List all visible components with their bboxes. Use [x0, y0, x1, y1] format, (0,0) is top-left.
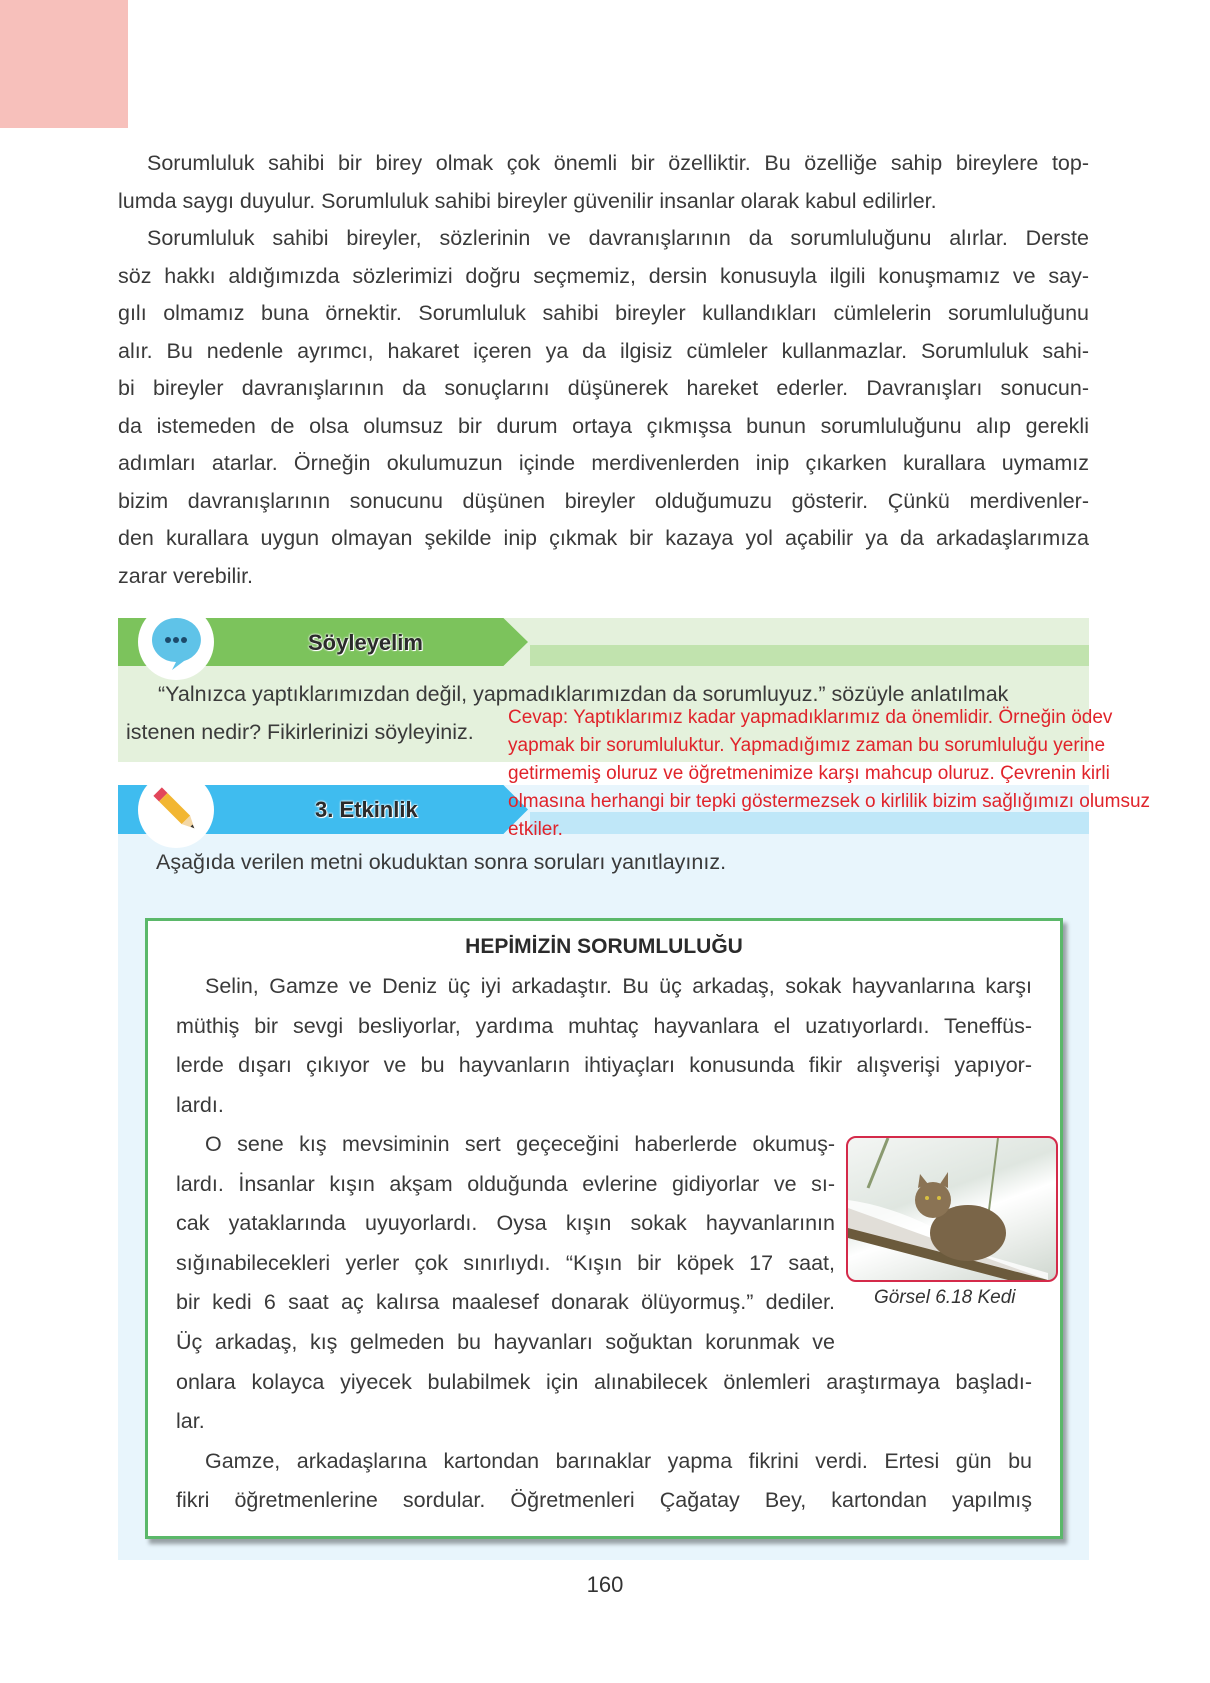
story-line: müthiş bir sevgi besliyorlar, yardıma muhtaç hayvanlara el uzatıyorlardı. Teneffüs- — [176, 1014, 1032, 1038]
text-line: zarar verebilir. — [118, 563, 254, 588]
soyleyelim-stripe — [530, 645, 1089, 666]
text-line: alır. Bu nedenle ayrımcı, hakaret içeren ya da ilgisiz cümleler kullanmazlar. Sorumluluk sahi- — [118, 338, 1089, 363]
story-line: Üç arkadaş, kış gelmeden bu hayvanları soğuktan korunmak ve — [176, 1330, 835, 1354]
story-line: fikri öğretmenlerine sordular. Öğretmenleri Çağatay Bey, kartondan yapılmış — [176, 1488, 1032, 1512]
etkinlik-instruction: Aşağıda verilen metni okuduktan sonra soruları yanıtlayınız. — [156, 850, 727, 874]
text-line: den kurallara uygun olmayan şekilde inip çıkmak bir kazaya yol açabilir ya da arkadaşlarımıza — [118, 526, 1089, 550]
cat-photo — [846, 1136, 1058, 1282]
text-line: gılı olmamız buna örnektir. Sorumluluk sahibi bireyler kullandıkları cümlelerin sorumluluğunu — [118, 301, 1089, 325]
text-line: Sorumluluk sahibi bireyler, sözlerinin ve davranışlarının da sorumluluğunu alırlar. Derste — [147, 226, 1089, 250]
story-line: lar. — [176, 1409, 205, 1433]
answer-line: getirmemiş oluruz ve öğretmenimize karşı mahcup oluruz. Çevrenin kirli — [508, 763, 1110, 784]
soyleyelim-question-line: istenen nedir? Fikirlerinizi söyleyiniz. — [126, 720, 474, 744]
intro-paragraph-1 — [118, 145, 1089, 220]
story-line: lerde dışarı çıkıyor ve bu hayvanların ihtiyaçları konusunda fikir alışverişi yapıyor- — [176, 1053, 1032, 1077]
corner-marker — [0, 0, 128, 128]
story-line: onlara kolayca yiyecek bulabilmek için alınabilecek önlemleri araştırmaya başladı- — [176, 1370, 1032, 1394]
story-line: O sene kış mevsiminin sert geçeceğini haberlerde okumuş- — [205, 1132, 835, 1156]
text-line: lumda saygı duyulur. Sorumluluk sahibi bireyler güvenilir insanlar olarak kabul edilirler. — [118, 188, 937, 213]
answer-text — [508, 704, 1150, 844]
image-caption: Görsel 6.18 Kedi — [874, 1287, 1016, 1308]
soyleyelim-question-line: “Yalnızca yaptıklarımızdan değil, yapmadıklarımızdan da sorumluyuz.” sözüyle anlatılmak — [158, 682, 1009, 706]
etkinlik-title: 3. Etkinlik — [315, 797, 418, 822]
answer-line: olmasına herhangi bir tepki göstermezsek o kirlilik bizim sağlığımızı olumsuz — [508, 791, 1151, 812]
speech-bubble-icon — [138, 604, 214, 680]
story-line: bir kedi 6 saat aç kalırsa maalesef donarak ölüyormuş.” dediler. — [176, 1290, 835, 1314]
answer-line: yapmak bir sorumluluktur. Yapmadığımız zaman bu sorumluluğu yerine — [508, 735, 1106, 756]
story-line: cak yataklarında uyuyorlardı. Oysa kışın sokak hayvanlarının — [176, 1211, 835, 1235]
intro-paragraph-2 — [118, 220, 1089, 595]
text-line: bi bireyler davranışlarının da sonuçlarını düşünerek hareket ederler. Davranışları sonucun- — [118, 376, 1089, 400]
page-number: 160 — [586, 1572, 624, 1597]
story-card — [145, 918, 1063, 1539]
pencil-icon — [138, 772, 214, 848]
story-title: HEPİMİZİN SORUMLULUĞU — [465, 935, 743, 958]
text-line: adımları atarlar. Örneğin okulumuzun içinde merdivenlerden inip çıkarken kurallara uymamız — [118, 451, 1089, 475]
answer-line: etkiler. — [508, 819, 563, 840]
story-line: Gamze, arkadaşlarına kartondan barınaklar yapma fikrini verdi. Ertesi gün bu — [205, 1449, 1032, 1473]
text-line: söz hakkı aldığımızda sözlerimizi doğru seçmemiz, dersin konusuyla ilgili konuşmamız ve say- — [118, 263, 1089, 288]
text-line: Sorumluluk sahibi bir birey olmak çok önemli bir özelliktir. Bu özelliğe sahip bireylere top- — [147, 151, 1089, 175]
story-line: lardı. İnsanlar kışın akşam olduğunda evlerine gidiyorlar ve sı- — [176, 1172, 835, 1196]
text-line: bizim davranışlarının sonucunu düşünen bireyler olduğumuzu gösterir. Çünkü merdivenler- — [118, 488, 1089, 513]
story-line: Selin, Gamze ve Deniz üç iyi arkadaştır. Bu üç arkadaş, sokak hayvanlarına karşı — [205, 974, 1032, 998]
text-line: da istemeden de olsa olumsuz bir durum ortaya çıkmışsa bunun sorumluluğunu alıp gerekli — [118, 413, 1089, 438]
answer-line: Cevap: Yaptıklarımız kadar yapmadıklarımız da önemlidir. Örneğin ödev — [508, 707, 1113, 728]
story-line: lardı. — [176, 1093, 224, 1117]
story-line: sığınabilecekleri yerler çok sınırlıydı. “Kışın bir köpek 17 saat, — [176, 1251, 835, 1275]
soyleyelim-title: Söyleyelim — [308, 630, 423, 655]
